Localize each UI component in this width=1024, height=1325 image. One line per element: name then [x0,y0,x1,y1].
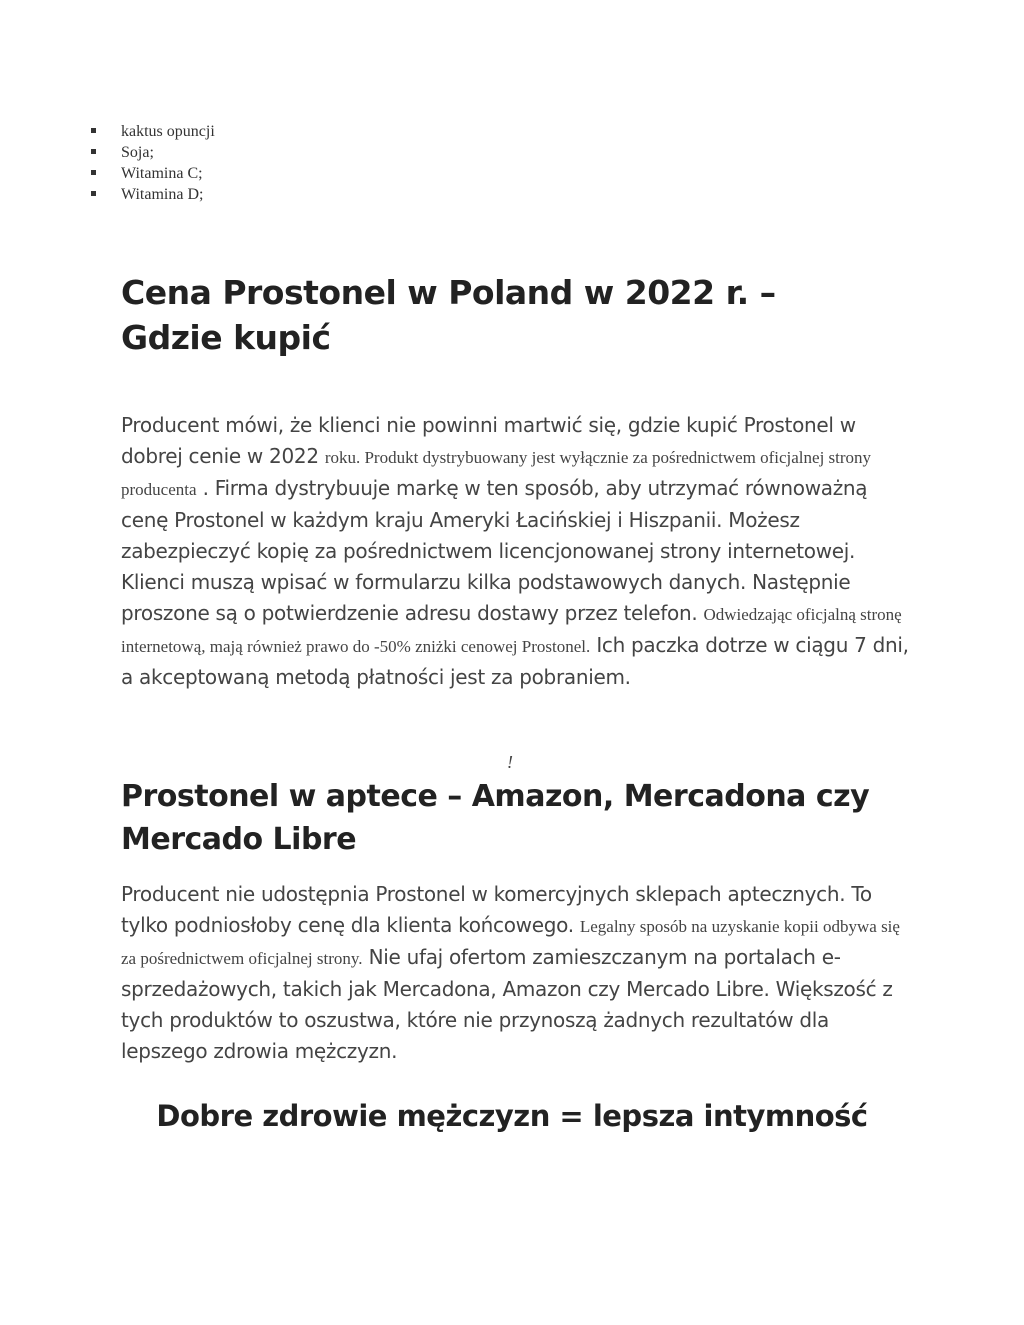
paragraph-text: Nie ufaj ofertom zamieszczanym na portalach e-sprzedażowych, takich jak Mercadona, Amazon czy Mercado Libre. Większość z tych produktów to oszustwa, które nie przynoszą żadnych rezultatów dla lepszego zdrowia mężczyzn. [121,945,893,1063]
square-bullet-icon [91,191,96,196]
list-item: kaktus opuncji [90,121,215,142]
square-bullet-icon [91,149,96,154]
health-heading: Dobre zdrowie mężczyzn = lepsza intymność [156,1099,868,1133]
pharmacy-heading: Prostonel w aptece – Amazon, Mercadona czy Mercado Libre [121,779,870,857]
list-item: Soja; [90,142,215,163]
paragraph-text: Producent mówi, że klienci nie powinni martwić się, gdzie kupić Prostonel w dobrej cenie w 2022 [121,413,856,468]
square-bullet-icon [91,170,96,175]
list-item: Witamina D; [90,184,215,205]
price-heading: Cena Prostonel w Poland w 2022 r. – Gdzie kupić [121,273,776,357]
pharmacy-paragraph [121,879,911,1067]
paragraph-text-serif: Odwiedzając oficjalną stronę internetową, mają również prawo do -50% zniżki cenowej Prostonel. [121,605,902,656]
list-item: Witamina C; [90,163,215,184]
paragraph-text-serif: roku. Produkt dystrybuowany jest wyłącznie za pośrednictwem oficjalnej strony producenta [121,448,872,499]
paragraph-text: . Firma dystrybuuje markę w ten sposób, aby utrzymać równoważną cenę Prostonel w każdym kraju Ameryki Łacińskiej i Hiszpanii. Możesz zabezpieczyć kopię za pośrednictwem licencjonowanej strony internetowej. [121,476,868,563]
paragraph-text-serif: Legalny sposób na uzyskanie kopii odbywa się za pośrednictwem oficjalnej strony. [121,917,900,968]
exclamation-mark: ! [507,752,513,772]
paragraph-text: Producent nie udostępnia Prostonel w komercyjnych sklepach aptecznych. To tylko podniosłoby cenę dla klienta końcowego. [121,882,872,937]
price-paragraph [121,410,911,693]
ingredient-list [90,121,215,205]
paragraph-text: Ich paczka dotrze w ciągu 7 dni, a akceptowaną metodą płatności jest za pobraniem. [121,633,909,689]
square-bullet-icon [91,128,96,133]
paragraph-text: Klienci muszą wpisać w formularzu kilka podstawowych danych. Następnie proszone są o potwierdzenie adresu dostawy przez telefon. [121,570,851,625]
